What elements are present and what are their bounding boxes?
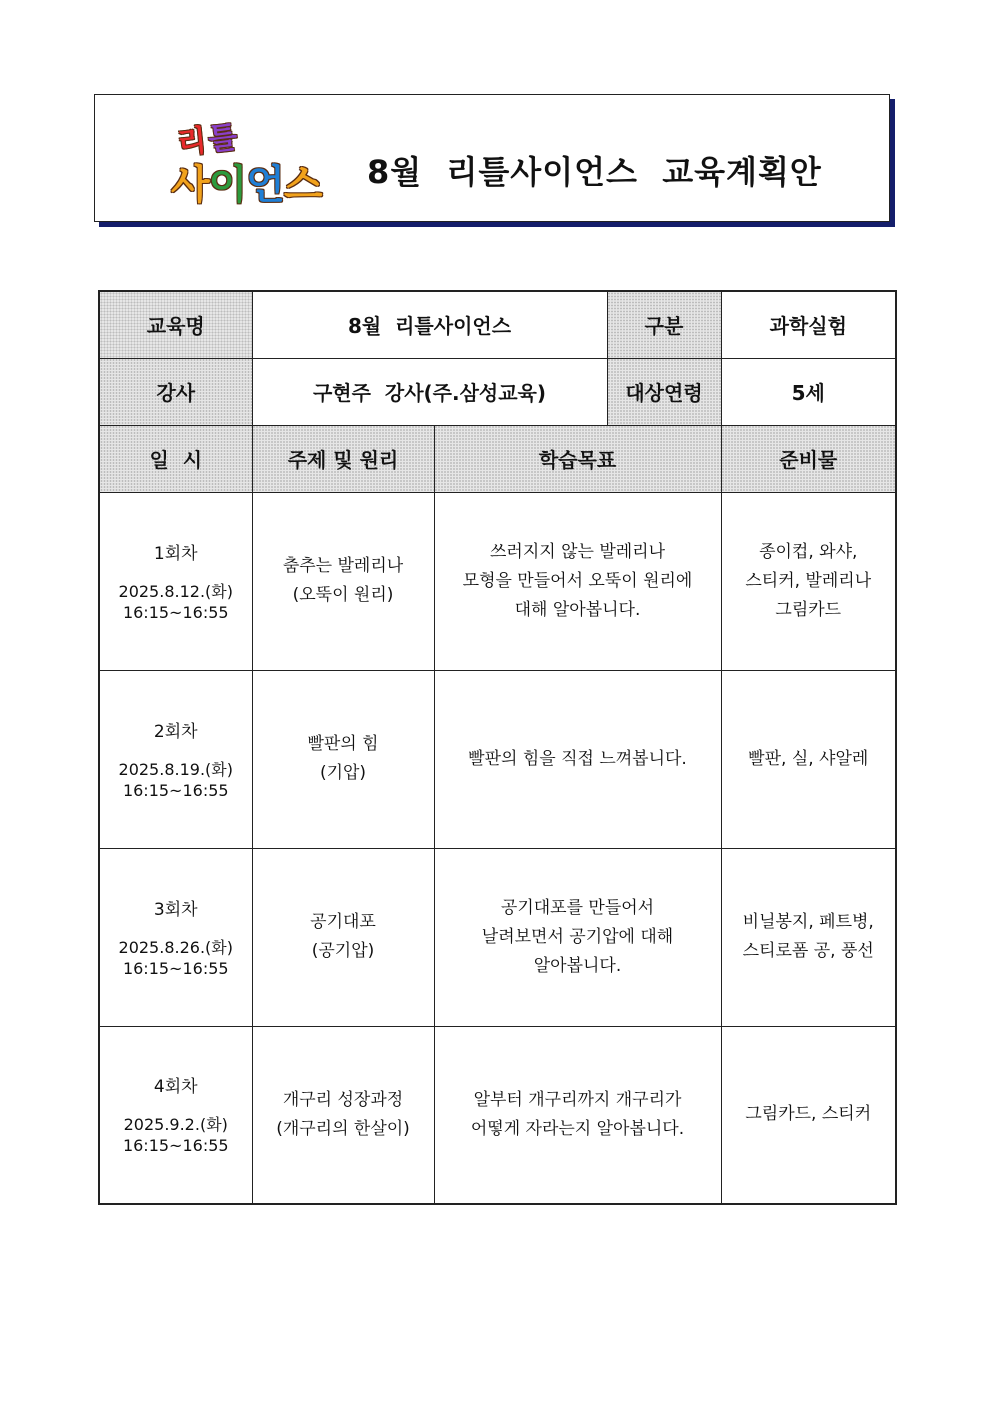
age-label: 대상연령 <box>607 358 721 425</box>
session-goal-line: 대해 알아봅니다. <box>514 599 641 620</box>
session-topic-cell <box>252 848 434 1026</box>
little-science-logo <box>171 111 341 211</box>
session-topic-line: (오뚝이 원리) <box>292 585 394 605</box>
session-date: 2025.8.12.(화) <box>118 581 233 601</box>
column-header-row <box>99 425 896 492</box>
session-date: 2025.9.2.(화) <box>123 1115 228 1135</box>
session-goal-line: 쓰러지지 않는 발레리나 <box>489 541 666 562</box>
session-number: 1회차 <box>153 543 198 564</box>
session-goal-cell <box>434 1026 721 1204</box>
session-goal-line: 날려보면서 공기압에 대해 <box>481 926 674 947</box>
category-label: 구분 <box>607 291 721 358</box>
session-topic-cell <box>252 1026 434 1204</box>
session-materials-line: 비닐봉지, 페트병, <box>742 912 874 932</box>
session-date-cell <box>99 1026 252 1204</box>
instructor-row <box>99 358 896 425</box>
session-topic-cell <box>252 670 434 848</box>
session-date-cell <box>99 848 252 1026</box>
session-topic-line: (개구리의 한살이) <box>276 1118 410 1139</box>
session-date: 2025.8.19.(화) <box>118 759 233 779</box>
session-topic-line: 춤추는 발레리나 <box>282 556 404 576</box>
session-materials-cell <box>721 1026 896 1204</box>
category-value: 과학실험 <box>721 291 896 358</box>
session-materials-cell <box>721 848 896 1026</box>
session-goal-line: 빨판의 힘을 직접 느껴봅니다. <box>468 748 687 769</box>
col-header-goal: 학습목표 <box>434 425 721 492</box>
session-materials-line: 스티로폼 공, 풍선 <box>742 941 874 961</box>
session-time: 16:15~16:55 <box>122 780 229 800</box>
session-time: 16:15~16:55 <box>122 958 229 978</box>
session-date-cell <box>99 670 252 848</box>
session-materials-line: 그림카드 <box>775 599 842 620</box>
session-row <box>99 670 896 848</box>
session-rows <box>99 492 896 1204</box>
session-time: 16:15~16:55 <box>122 602 229 622</box>
title-box <box>94 94 890 222</box>
session-row <box>99 848 896 1026</box>
session-materials-line: 빨판, 실, 샤알레 <box>748 748 869 769</box>
session-topic-cell <box>252 492 434 670</box>
session-number: 4회차 <box>153 1077 198 1098</box>
logo-bottom-text: 사이언스 <box>171 162 322 208</box>
instructor-value: 구현주 강사(주.삼성교육) <box>252 358 607 425</box>
session-goal-line: 공기대포를 만들어서 <box>500 897 655 918</box>
session-topic-line: 개구리 성장과정 <box>282 1089 404 1110</box>
session-topic-line: (공기압) <box>311 941 375 961</box>
col-header-date: 일 시 <box>99 425 252 492</box>
session-topic-line: (기압) <box>319 763 367 783</box>
session-materials-line: 스티커, 발레리나 <box>745 570 872 591</box>
session-row <box>99 1026 896 1204</box>
session-materials-line: 종이컵, 와샤, <box>759 541 858 562</box>
col-header-topic: 주제 및 원리 <box>252 425 434 492</box>
session-topic-line: 빨판의 힘 <box>307 734 379 754</box>
session-materials-cell <box>721 492 896 670</box>
session-time: 16:15~16:55 <box>122 1136 229 1156</box>
session-goal-line: 알아봅니다. <box>533 955 622 976</box>
session-materials-cell <box>721 670 896 848</box>
session-row <box>99 492 896 670</box>
course-row <box>99 291 896 358</box>
session-goal-line: 어떻게 자라는지 알아봅니다. <box>470 1118 685 1139</box>
session-materials-line: 그림카드, 스티커 <box>745 1104 872 1125</box>
session-goal-line: 모형을 만들어서 오뚝이 원리에 <box>462 570 693 591</box>
col-header-materials: 준비물 <box>721 425 896 492</box>
session-number: 3회차 <box>153 899 198 920</box>
education-plan-table <box>98 290 897 1205</box>
session-goal-line: 알부터 개구리까지 개구리가 <box>473 1089 682 1110</box>
session-date-cell <box>99 492 252 670</box>
age-value: 5세 <box>721 358 896 425</box>
session-goal-cell <box>434 670 721 848</box>
course-value: 8월 리틀사이언스 <box>252 291 607 358</box>
session-date: 2025.8.26.(화) <box>118 937 233 957</box>
instructor-label: 강사 <box>99 358 252 425</box>
session-goal-cell <box>434 848 721 1026</box>
session-topic-line: 공기대포 <box>310 912 376 932</box>
logo-top-text: 리틀 <box>175 119 241 162</box>
session-number: 2회차 <box>153 721 198 742</box>
session-goal-cell <box>434 492 721 670</box>
page-title: 8월 리틀사이언스 교육계획안 <box>367 153 822 191</box>
course-label: 교육명 <box>99 291 252 358</box>
